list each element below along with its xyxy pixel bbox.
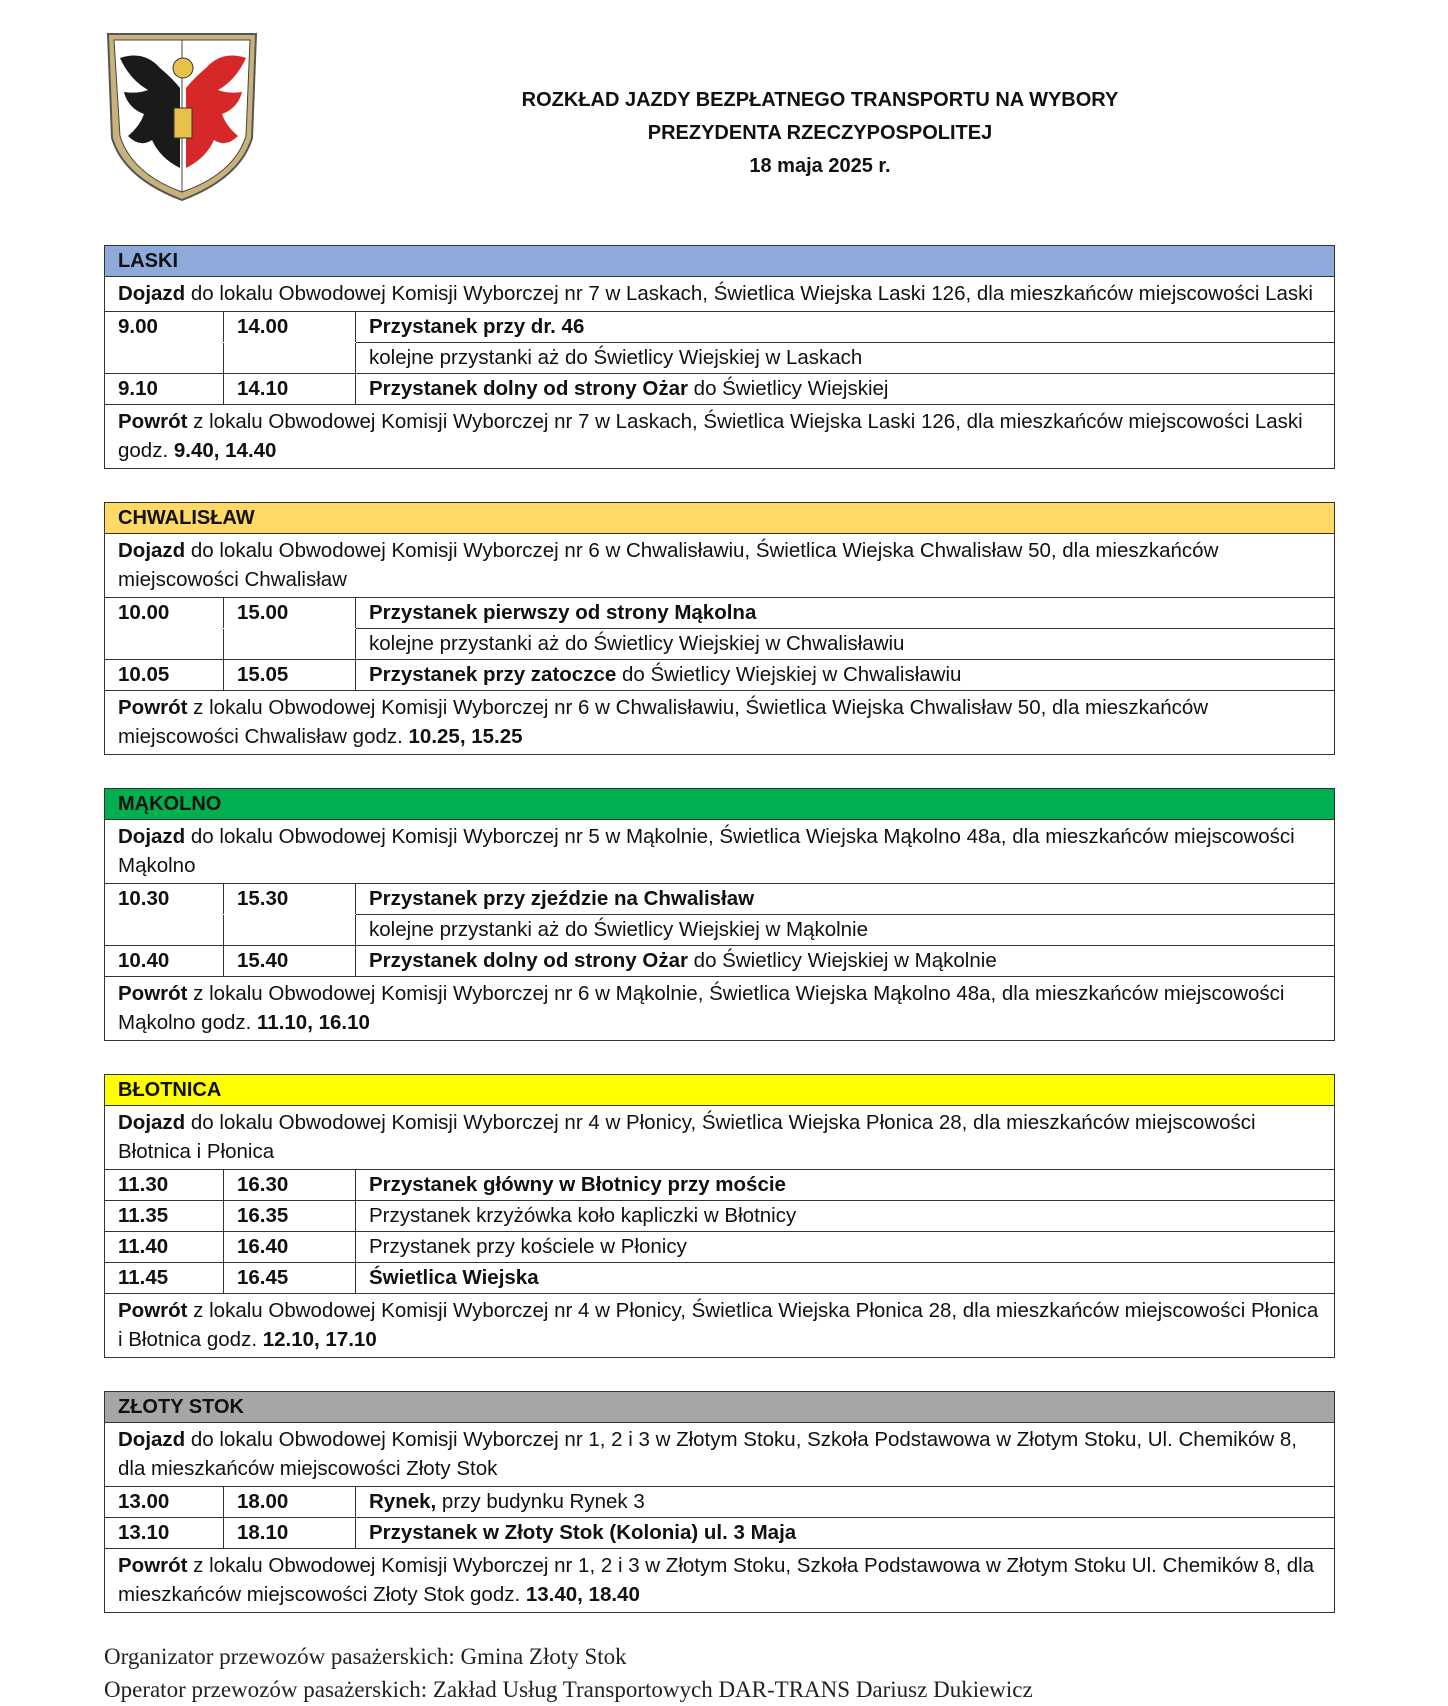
powrot-row	[105, 977, 1334, 1040]
schedule-sections	[104, 245, 1335, 1646]
section-zloty-stok	[104, 1391, 1335, 1613]
powrot-text: Powrót z lokalu Obwodowej Komisji Wyborczej nr 6 w Mąkolnie, Świetlica Wiejska Mąkolno 48a, dla mieszkańców miejscowości Mąkolno godz. 11.10, 16.10	[118, 981, 1285, 1034]
stop-name: Przystanek krzyżówka koło kapliczki w Błotnicy	[369, 1203, 797, 1227]
departure-time-2: 15.05	[224, 660, 356, 690]
dojazd-row	[105, 1106, 1334, 1170]
departure-time-1	[105, 343, 224, 373]
departure-time-2: 14.00	[224, 312, 356, 342]
stop-name: Przystanek przy kościele w Płonicy	[369, 1234, 687, 1258]
document-title	[440, 84, 1200, 183]
stop-row	[105, 884, 1334, 915]
departure-time-2: 18.00	[224, 1487, 356, 1517]
departure-time-2	[224, 629, 356, 659]
stop-row	[105, 1201, 1334, 1232]
stop-row	[105, 915, 1334, 946]
departure-time-2: 16.35	[224, 1201, 356, 1231]
title-line-2: PREZYDENTA RZECZYPOSPOLITEJ	[647, 122, 993, 144]
dojazd-text: Dojazd do lokalu Obwodowej Komisji Wyborczej nr 1, 2 i 3 w Złotym Stoku, Szkoła Podstawowa w Złotym Stoku, Ul. Chemików 8, dla mieszkańców miejscowości Złoty Stok	[118, 1427, 1297, 1480]
departure-time-2: 15.30	[224, 884, 356, 914]
stop-name: kolejne przystanki aż do Świetlicy Wiejskiej w Chwalisławiu	[369, 631, 905, 655]
dojazd-row	[105, 1423, 1334, 1487]
stop-name: Świetlica Wiejska	[369, 1265, 539, 1289]
dojazd-row	[105, 277, 1334, 312]
section-chwalislaw	[104, 502, 1335, 755]
powrot-text: Powrót z lokalu Obwodowej Komisji Wyborczej nr 6 w Chwalisławiu, Świetlica Wiejska Chwalisław 50, dla mieszkańców miejscowości Chwalisław godz. 10.25, 15.25	[118, 695, 1209, 748]
departure-time-1: 11.35	[105, 1201, 224, 1231]
section-laski	[104, 245, 1335, 469]
section-header: BŁOTNICA	[105, 1075, 1334, 1106]
departure-time-2: 15.40	[224, 946, 356, 976]
departure-time-2	[224, 343, 356, 373]
stop-row	[105, 1263, 1334, 1294]
powrot-text: Powrót z lokalu Obwodowej Komisji Wyborczej nr 7 w Laskach, Świetlica Wiejska Laski 126, dla mieszkańców miejscowości Laski godz. 9.40, 14.40	[118, 409, 1303, 462]
title-line-3: 18 maja 2025 r.	[749, 155, 891, 177]
stop-name: Przystanek dolny od strony Ożar do Świetlicy Wiejskiej w Mąkolnie	[369, 948, 997, 972]
stop-row	[105, 312, 1334, 343]
stop-row	[105, 1232, 1334, 1263]
stop-row	[105, 629, 1334, 660]
footer	[104, 1640, 1033, 1706]
stop-name: Przystanek główny w Błotnicy przy moście	[369, 1172, 786, 1196]
organizer-line: Organizator przewozów pasażerskich: Gmina Złoty Stok	[104, 1644, 627, 1669]
departure-time-1: 11.45	[105, 1263, 224, 1293]
departure-time-2: 16.45	[224, 1263, 356, 1293]
coat-of-arms-logo	[100, 28, 264, 204]
section-header: MĄKOLNO	[105, 789, 1334, 820]
section-header: CHWALISŁAW	[105, 503, 1334, 534]
powrot-row	[105, 405, 1334, 468]
title-line-1: ROZKŁAD JAZDY BEZPŁATNEGO TRANSPORTU NA WYBORY	[521, 89, 1119, 111]
stop-row	[105, 1487, 1334, 1518]
stop-name: Przystanek przy zatoczce do Świetlicy Wiejskiej w Chwalisławiu	[369, 662, 962, 686]
departure-time-1: 10.05	[105, 660, 224, 690]
departure-time-1: 11.30	[105, 1170, 224, 1200]
stop-row	[105, 660, 1334, 691]
section-header: ZŁOTY STOK	[105, 1392, 1334, 1423]
dojazd-text: Dojazd do lokalu Obwodowej Komisji Wyborczej nr 5 w Mąkolnie, Świetlica Wiejska Mąkolno 48a, dla mieszkańców miejscowości Mąkolno	[118, 824, 1295, 877]
departure-time-1: 13.00	[105, 1487, 224, 1517]
stop-name: Przystanek w Złoty Stok (Kolonia) ul. 3 Maja	[369, 1520, 797, 1544]
departure-time-2: 16.40	[224, 1232, 356, 1262]
departure-time-1: 10.00	[105, 598, 224, 628]
departure-time-1	[105, 915, 224, 945]
stop-name: kolejne przystanki aż do Świetlicy Wiejskiej w Mąkolnie	[369, 917, 869, 941]
dojazd-row	[105, 820, 1334, 884]
stop-row	[105, 343, 1334, 374]
stop-name: Przystanek dolny od strony Ożar do Świetlicy Wiejskiej	[369, 376, 889, 400]
departure-time-1: 13.10	[105, 1518, 224, 1548]
stop-row	[105, 598, 1334, 629]
departure-time-2	[224, 915, 356, 945]
powrot-text: Powrót z lokalu Obwodowej Komisji Wyborczej nr 4 w Płonicy, Świetlica Wiejska Płonica 28, dla mieszkańców miejscowości Płonica i Błotnica godz. 12.10, 17.10	[118, 1298, 1319, 1351]
dojazd-text: Dojazd do lokalu Obwodowej Komisji Wyborczej nr 4 w Płonicy, Świetlica Wiejska Płonica 28, dla mieszkańców miejscowości Błotnica i Płonica	[118, 1110, 1256, 1163]
stop-name: Przystanek przy zjeździe na Chwalisław	[356, 884, 1334, 915]
dojazd-row	[105, 534, 1334, 598]
stop-name: Przystanek pierwszy od strony Mąkolna	[356, 598, 1334, 629]
departure-time-1: 10.30	[105, 884, 224, 914]
departure-time-1: 9.00	[105, 312, 224, 342]
stop-row	[105, 1170, 1334, 1201]
departure-time-1: 10.40	[105, 946, 224, 976]
stop-name: Przystanek przy dr. 46	[356, 312, 1334, 343]
stop-name: Rynek, przy budynku Rynek 3	[369, 1489, 645, 1513]
dojazd-text: Dojazd do lokalu Obwodowej Komisji Wyborczej nr 6 w Chwalisławiu, Świetlica Wiejska Chwalisław 50, dla mieszkańców miejscowości Chwalisław	[118, 538, 1219, 591]
section-header: LASKI	[105, 246, 1334, 277]
section-makolno	[104, 788, 1335, 1041]
departure-time-1: 9.10	[105, 374, 224, 404]
departure-time-2: 16.30	[224, 1170, 356, 1200]
powrot-text: Powrót z lokalu Obwodowej Komisji Wyborczej nr 1, 2 i 3 w Złotym Stoku, Szkoła Podstawowa w Złotym Stoku Ul. Chemików 8, dla mieszkańców miejscowości Złoty Stok godz. 13.40, 18.40	[118, 1553, 1315, 1606]
stop-row	[105, 946, 1334, 977]
departure-time-2: 14.10	[224, 374, 356, 404]
operator-line: Operator przewozów pasażerskich: Zakład Usług Transportowych DAR-TRANS Dariusz Dukiewicz	[104, 1677, 1033, 1702]
dojazd-text: Dojazd do lokalu Obwodowej Komisji Wyborczej nr 7 w Laskach, Świetlica Wiejska Laski 126, dla mieszkańców miejscowości Laski	[118, 282, 1313, 305]
departure-time-2: 18.10	[224, 1518, 356, 1548]
departure-time-2: 15.00	[224, 598, 356, 628]
departure-time-1	[105, 629, 224, 659]
stop-name: kolejne przystanki aż do Świetlicy Wiejskiej w Laskach	[369, 345, 863, 369]
powrot-row	[105, 1549, 1334, 1612]
powrot-row	[105, 691, 1334, 754]
stop-row	[105, 374, 1334, 405]
stop-row	[105, 1518, 1334, 1549]
powrot-row	[105, 1294, 1334, 1357]
section-blotnica	[104, 1074, 1335, 1358]
departure-time-1: 11.40	[105, 1232, 224, 1262]
